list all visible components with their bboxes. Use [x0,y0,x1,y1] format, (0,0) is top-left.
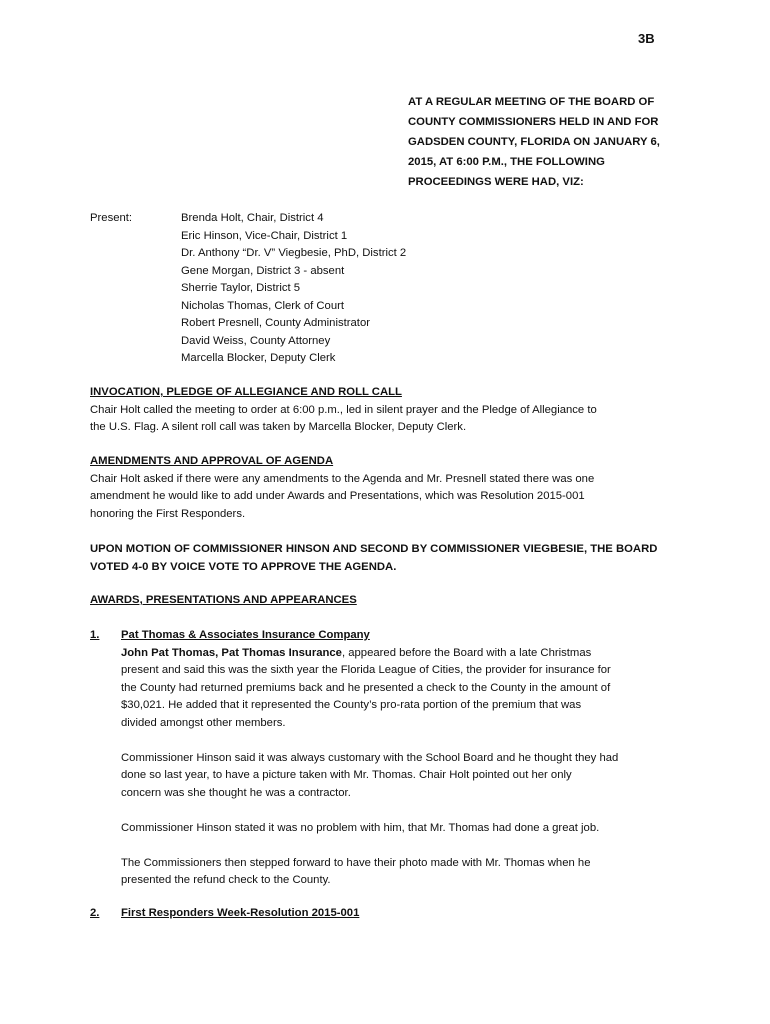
paragraph-line: $30,021. He added that it represented the County’s pro-rata portion of the premium that was [121,699,582,711]
heading-line: PROCEEDINGS WERE HAD, VIZ: [408,176,584,188]
heading-line: GADSDEN COUNTY, FLORIDA ON JANUARY 6, [408,136,660,148]
motion-line: VOTED 4-0 BY VOICE VOTE TO APPROVE THE AGENDA. [90,560,397,573]
paragraph-line: Chair Holt called the meeting to order at 6:00 p.m., led in silent prayer and the Pledge of Allegiance to [90,403,597,416]
page-number: 3B [638,31,655,46]
attendee: Marcella Blocker, Deputy Clerk [181,352,336,364]
attendee: Nicholas Thomas, Clerk of Court [181,299,345,312]
attendee: Eric Hinson, Vice-Chair, District 1 [181,229,348,242]
section-title: INVOCATION, PLEDGE OF ALLEGIANCE AND ROLL CALL [90,386,402,398]
motion-block [90,541,686,576]
heading-line: 2015, AT 6:00 P.M., THE FOLLOWING [408,156,605,168]
section-title: AMENDMENTS AND APPROVAL OF AGENDA [90,455,334,467]
paragraph-line: Chair Holt asked if there were any amendments to the Agenda and Mr. Presnell stated there was one [90,472,595,485]
paragraph-line: divided amongst other members. [121,716,286,729]
paragraph-line: concern was she thought he was a contractor. [121,786,351,799]
amendments-section [90,453,686,523]
attendee: Brenda Holt, Chair, District 4 [181,212,324,224]
item-title: Pat Thomas & Associates Insurance Company [121,629,370,641]
motion-line: UPON MOTION OF COMMISSIONER HINSON AND SECOND BY COMMISSIONER VIEGBESIE, THE BOARD [90,543,658,555]
paragraph-line [121,645,686,663]
paragraph-line: honoring the First Responders. [90,507,246,520]
paragraph-line: The Commissioners then stepped forward to have their photo made with Mr. Thomas when he [121,856,591,869]
attendee: Sherrie Taylor, District 5 [181,282,301,294]
attendee: Gene Morgan, District 3 - absent [181,264,345,277]
paragraph-line: the County had returned premiums back and he presented a check to the County in the amount of [121,681,611,694]
paragraph-line: the U.S. Flag. A silent roll call was taken by Marcella Blocker, Deputy Clerk. [90,421,467,433]
meeting-heading [408,92,683,192]
attendee: Robert Presnell, County Administrator [181,317,370,329]
paragraph-line: Commissioner Hinson stated it was no problem with him, that Mr. Thomas had done a great job. [121,821,600,834]
heading-line: COUNTY COMMISSIONERS HELD IN AND FOR [408,116,659,128]
attendee-list [181,210,406,368]
present-label: Present: [90,212,133,224]
paragraph-line: presented the refund check to the County. [121,874,331,886]
speaker-line-rest: , appeared before the Board with a late Christmas [341,646,592,659]
award-item-2 [121,905,686,923]
attendee: David Weiss, County Attorney [181,334,331,347]
heading-line: AT A REGULAR MEETING OF THE BOARD OF [408,96,655,108]
invocation-section [90,384,686,437]
attendee: Dr. Anthony “Dr. V” Viegbesie, PhD, District 2 [181,247,407,259]
section-title: AWARDS, PRESENTATIONS AND APPEARANCES [90,594,357,606]
item-number: 2. [90,907,100,919]
awards-section-title [90,592,686,610]
speaker-name: John Pat Thomas, Pat Thomas Insurance [121,646,342,659]
award-item-1 [121,627,686,890]
paragraph-line: done so last year, to have a picture taken with Mr. Thomas. Chair Holt pointed out her only [121,769,572,781]
item-title: First Responders Week-Resolution 2015-001 [121,907,360,919]
paragraph-line: Commissioner Hinson said it was always customary with the School Board and he thought they had [121,751,619,764]
paragraph-line: present and said this was the sixth year the Florida League of Cities, the provider for insurance for [121,664,611,676]
item-number: 1. [90,629,100,641]
paragraph-line: amendment he would like to add under Awards and Presentations, which was Resolution 2015-001 [90,490,585,502]
